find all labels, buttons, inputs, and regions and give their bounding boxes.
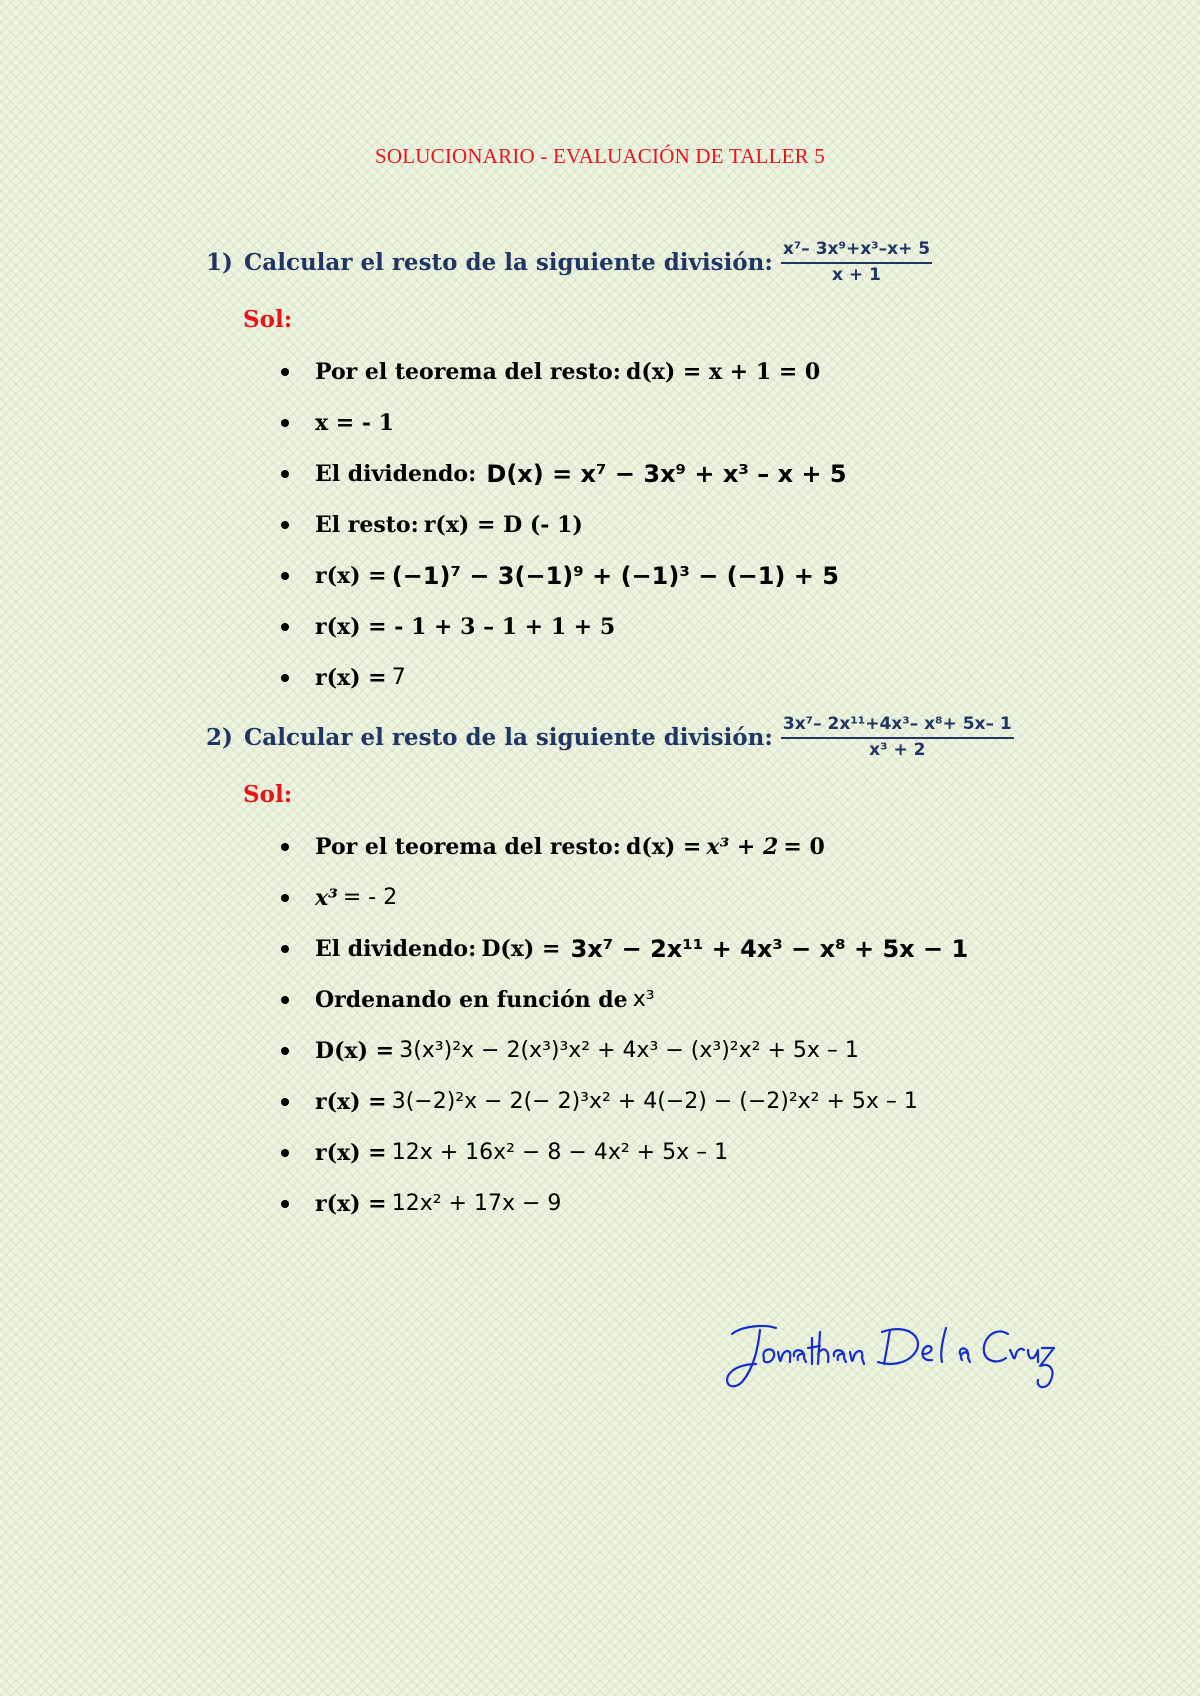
step <box>277 652 847 703</box>
bullet-icon <box>281 1149 289 1157</box>
step <box>277 1127 968 1178</box>
solution-label: Sol: <box>243 781 293 808</box>
fraction-numerator: 3x⁷– 2x¹¹+4x³– x⁸+ 5x– 1 <box>781 715 1014 739</box>
step-label: Por el teorema del resto: <box>315 358 621 385</box>
solution-label: Sol: <box>243 306 293 333</box>
step <box>277 397 847 448</box>
step <box>277 601 847 652</box>
step <box>277 346 847 397</box>
solution-steps-2 <box>277 821 968 1229</box>
bullet-icon <box>281 623 289 631</box>
step <box>277 550 847 601</box>
question-text: Calcular el resto de la siguiente división: <box>244 249 773 277</box>
step <box>277 923 968 974</box>
question-number: 1) <box>206 249 233 277</box>
step-prefix: r(x) = <box>315 1139 387 1166</box>
step <box>277 974 968 1025</box>
step-expression: x = - 1 <box>315 409 394 436</box>
step-expression: 3(−2)²x − 2(− 2)³x² + 4(−2) − (−2)²x² + 5x – 1 <box>391 1089 918 1114</box>
step-prefix: d(x) = <box>625 833 702 860</box>
step-expression: x³ + 2 <box>706 833 779 860</box>
step-expression: 12x² + 17x − 9 <box>391 1191 562 1216</box>
step-expression: 3x⁷ − 2x¹¹ + 4x³ − x⁸ + 5x − 1 <box>570 934 969 963</box>
step-prefix: r(x) = <box>315 562 387 589</box>
question-number: 2) <box>206 724 233 752</box>
step-prefix: r(x) = <box>315 1088 387 1115</box>
bullet-icon <box>281 996 289 1004</box>
fraction-numerator: x⁷– 3x⁹+x³–x+ 5 <box>781 240 932 264</box>
bullet-icon <box>281 894 289 902</box>
bullet-icon <box>281 1098 289 1106</box>
step-prefix: D(x) = <box>481 935 561 962</box>
bullet-icon <box>281 470 289 478</box>
bullet-icon <box>281 674 289 682</box>
step <box>277 872 968 923</box>
step-suffix: = 0 <box>783 833 825 860</box>
fraction-denominator: x + 1 <box>832 264 881 285</box>
step <box>277 1178 968 1229</box>
step-prefix: r(x) = <box>315 664 387 691</box>
bullet-icon <box>281 1047 289 1055</box>
step-expression: D(x) = x⁷ − 3x⁹ + x³ – x + 5 <box>486 459 847 488</box>
division-fraction <box>781 240 932 285</box>
step-expression: d(x) = x + 1 = 0 <box>625 358 821 385</box>
step-label: Por el teorema del resto: <box>315 833 621 860</box>
step-label: El dividendo: <box>315 460 477 487</box>
step-label: El resto: <box>315 511 419 538</box>
bullet-icon <box>281 572 289 580</box>
step-prefix: D(x) = <box>315 1037 395 1064</box>
document-title: SOLUCIONARIO - EVALUACIÓN DE TALLER 5 <box>375 144 825 168</box>
step <box>277 821 968 872</box>
question-1 <box>206 240 932 285</box>
step-expression: r(x) = D (- 1) <box>423 511 583 538</box>
step <box>277 499 847 550</box>
step-expression: 7 <box>391 665 406 690</box>
question-text: Calcular el resto de la siguiente división: <box>244 724 773 752</box>
fraction-denominator: x³ + 2 <box>869 739 926 760</box>
signature <box>720 1318 1060 1398</box>
step-expression: x³ <box>315 884 338 911</box>
step-expression: 12x + 16x² − 8 − 4x² + 5x – 1 <box>391 1140 729 1165</box>
solution-steps-1 <box>277 346 847 703</box>
bullet-icon <box>281 419 289 427</box>
step-suffix: = - 2 <box>342 885 398 910</box>
step <box>277 448 847 499</box>
bullet-icon <box>281 521 289 529</box>
step-expression: (−1)⁷ − 3(−1)⁹ + (−1)³ − (−1) + 5 <box>391 561 839 590</box>
step-prefix: r(x) = <box>315 1190 387 1217</box>
bullet-icon <box>281 1200 289 1208</box>
division-fraction <box>781 715 1014 760</box>
step-expression: x³ <box>632 987 655 1012</box>
step-label: El dividendo: <box>315 935 477 962</box>
step-expression: r(x) = - 1 + 3 – 1 + 1 + 5 <box>315 613 616 640</box>
bullet-icon <box>281 368 289 376</box>
bullet-icon <box>281 945 289 953</box>
step <box>277 1076 968 1127</box>
step-label: Ordenando en función de <box>315 986 628 1013</box>
step <box>277 1025 968 1076</box>
question-2 <box>206 715 1014 760</box>
bullet-icon <box>281 843 289 851</box>
step-expression: 3(x³)²x − 2(x³)³x² + 4x³ − (x³)²x² + 5x – 1 <box>399 1038 859 1063</box>
